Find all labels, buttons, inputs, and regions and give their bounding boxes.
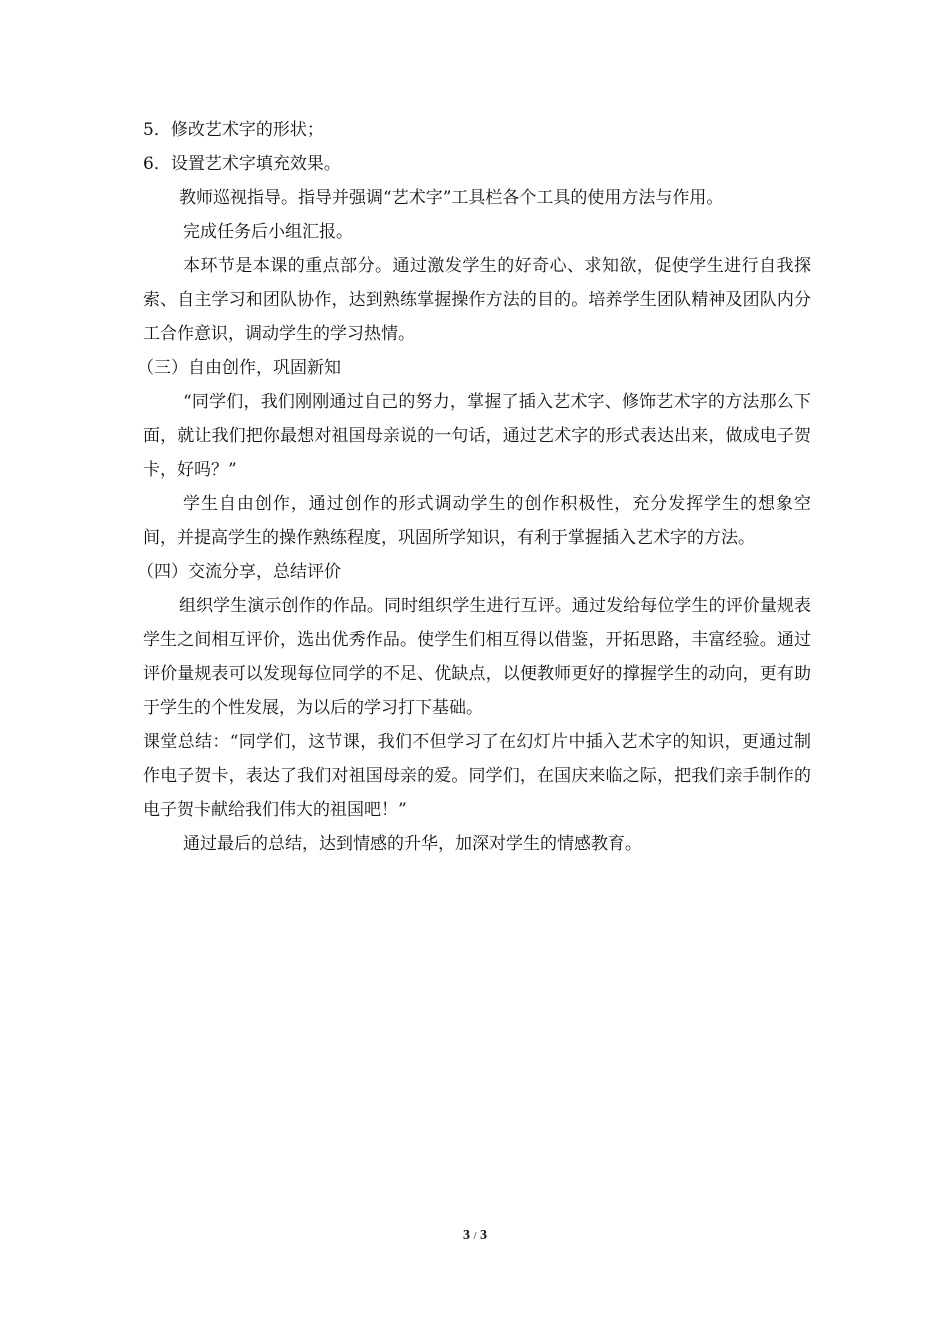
paragraph-peer-review: 组织学生演示创作的作品。同时组织学生进行互评。通过发给每位学生的评价量规表学生之间相互评价，选出优秀作品。使学生们相互得以借鉴，开拓思路，丰富经验。通过评价量规表可以发现每位同学的不足、优缺点，以便教师更好的撑握学生的动向，更有助于学生的个性发展，为以后的学习打下基础。 — [143, 596, 811, 718]
total-page-number: 3 — [480, 1228, 488, 1243]
page-number-separator: / — [473, 1230, 477, 1242]
paragraph-group-report: 完成任务后小组汇报。 — [183, 222, 353, 242]
paragraph-teacher-guidance: 教师巡视指导。指导并强调“艺术字”工具栏各个工具的使用方法与作用。 — [179, 188, 724, 208]
paragraph-conclusion: 通过最后的总结，达到情感的升华，加深对学生的情感教育。 — [183, 834, 642, 854]
paragraph-teacher-quote: “同学们，我们刚刚通过自己的努力，掌握了插入艺术字、修饰艺术字的方法那么下面，就让我们把你最想对祖国母亲说的一句话，通过艺术字的形式表达出来，做成电子贺卡，好吗？” — [143, 392, 811, 480]
list-item-6: 6．设置艺术字填充效果。 — [143, 154, 341, 174]
document-body — [137, 113, 811, 861]
list-item-5: 5．修改艺术字的形状； — [143, 120, 324, 140]
paragraph-free-creation: 学生自由创作，通过创作的形式调动学生的创作积极性，充分发挥学生的想象空间，并提高学生的操作熟练程度，巩固所学知识，有利于掌握插入艺术字的方法。 — [143, 494, 811, 548]
current-page-number: 3 — [462, 1228, 470, 1243]
page-number — [0, 1228, 950, 1244]
paragraph-class-summary: 课堂总结：“同学们，这节课，我们不但学习了在幻灯片中插入艺术字的知识，更通过制作电子贺卡，表达了我们对祖国母亲的爱。同学们，在国庆来临之际，把我们亲手制作的电子贺卡献给我们伟大的祖国吧！” — [143, 732, 811, 820]
paragraph-key-section: 本环节是本课的重点部分。通过激发学生的好奇心、求知欲，促使学生进行自我探索、自主学习和团队协作，达到熟练掌握操作方法的目的。培养学生团队精神及团队内分工合作意识，调动学生的学习热情。 — [143, 256, 811, 344]
section-heading-4: （四）交流分享，总结评价 — [137, 562, 341, 582]
section-heading-3: （三）自由创作，巩固新知 — [137, 358, 341, 378]
